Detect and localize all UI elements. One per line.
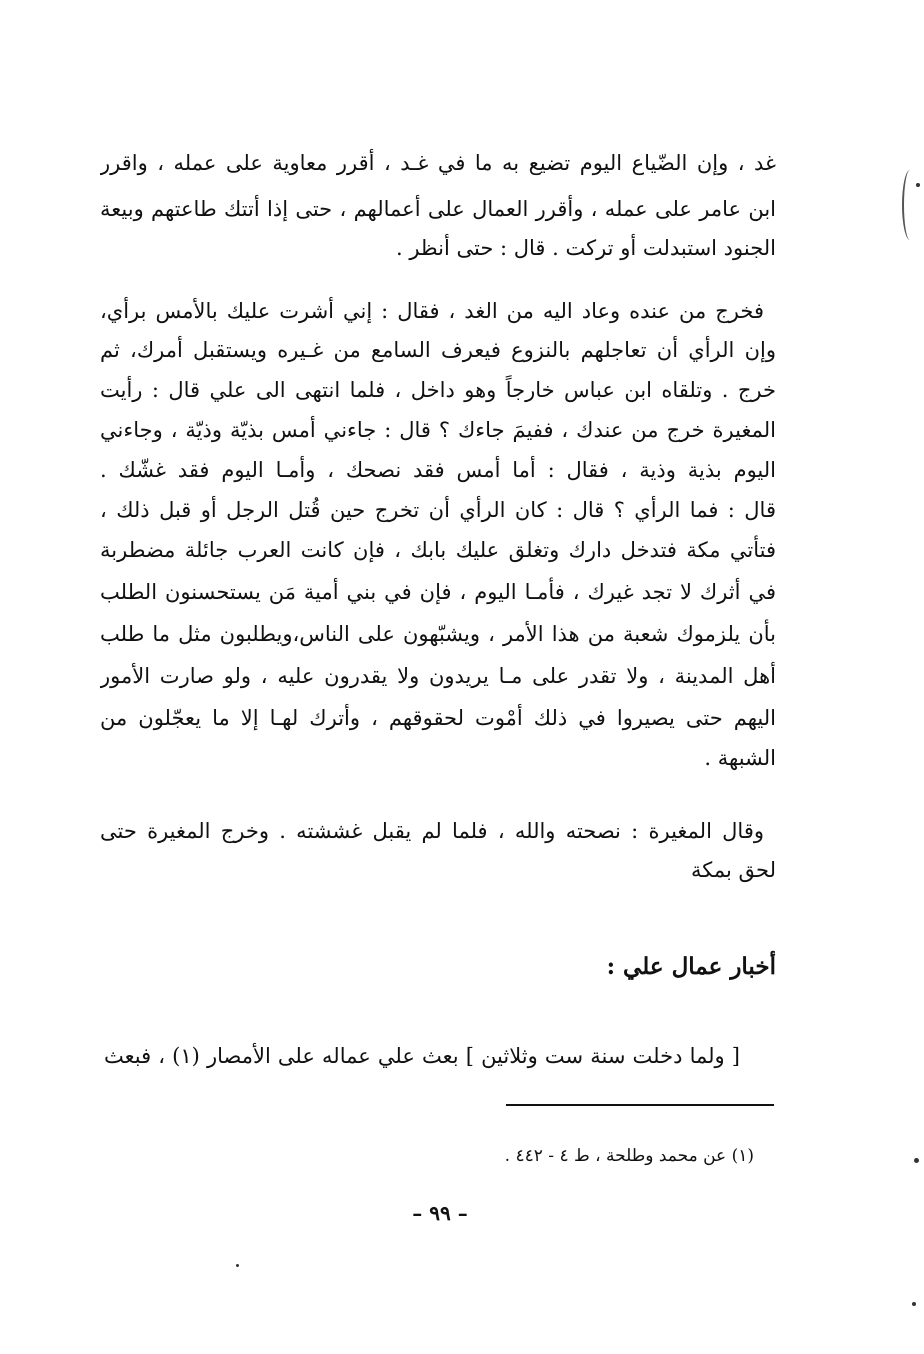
text-line: اليهم حتى يصيروا في ذلك أمْوت لحقوقهم ، وأترك لهـا إلا ما يعجّلون من	[100, 706, 776, 730]
text-line: ابن عامر على عمله ، وأقرر العمال على أعمالهم ، حتى إذا أتتك طاعتهم وبيعة	[100, 197, 776, 221]
text-line: فخرج من عنده وعاد اليه من الغد ، فقال : إني أشرت عليك بالأمس برأي،	[100, 299, 764, 323]
text-line: المغيرة خرج من عندك ، ففيمَ جاءك ؟ قال : جاءني أمس بذيّة وذيّة ، وجاءني	[100, 418, 776, 442]
scan-edge-mark	[902, 170, 918, 240]
page-number: – ٩٩ –	[412, 1201, 468, 1225]
text-line: أهل المدينة ، ولا تقدر على مـا يريدون ولا يقدرون عليه ، ولو صارت الأمور	[100, 664, 776, 688]
text-line: في أثرك لا تجد غيرك ، فأمـا اليوم ، فإن في بني أمية مَن يستحسنون الطلب	[100, 580, 776, 604]
text-line: وإن الرأي أن تعاجلهم بالنزوع فيعرف السامع من غـيره ويستقبل أمرك، ثم	[100, 338, 776, 362]
text-line: فتأتي مكة فتدخل دارك وتغلق عليك بابك ، فإن كانت العرب جائلة مضطربة	[100, 538, 776, 562]
scan-speck	[912, 1302, 916, 1306]
text-line: الشبهة .	[704, 746, 776, 770]
text-line: قال : فما الرأي ؟ قال : كان الرأي أن تخرج حين قُتل الرجل أو قبل ذلك ،	[100, 498, 776, 522]
section-heading: أخبار عمال علي :	[606, 953, 776, 980]
text-line: اليوم بذية وذية ، فقال : أما أمس فقد نصحك ، وأمـا اليوم فقد غشّك .	[100, 458, 776, 482]
footnote-rule	[506, 1104, 774, 1106]
scan-speck	[916, 183, 920, 187]
text-line: لحق بمكة	[691, 858, 776, 882]
text-line: الجنود استبدلت أو تركت . قال : حتى أنظر .	[395, 236, 776, 260]
text-line: وقال المغيرة : نصحته والله ، فلما لم يقبل غششته . وخرج المغيرة حتى	[100, 819, 764, 843]
footnote: (١) عن محمد وطلحة ، ط ٤ - ٤٤٢ .	[504, 1146, 754, 1166]
text-line: غد ، وإن الضّياع اليوم تضيع به ما في غـد ، أقرر معاوية على عمله ، واقرر	[100, 151, 776, 175]
scan-speck	[236, 1264, 239, 1267]
text-line: بأن يلزموك شعبة من هذا الأمر ، ويشبّهون على الناس،ويطلبون مثل ما طلب	[100, 622, 776, 646]
scan-speck	[914, 1158, 919, 1163]
text-line: [ ولما دخلت سنة ست وثلاثين ] بعث علي عماله على الأمصار (١) ، فبعث	[104, 1044, 740, 1068]
text-line: خرج . وتلقاه ابن عباس خارجاً وهو داخل ، فلما انتهى الى علي قال : رأيت	[100, 378, 776, 402]
